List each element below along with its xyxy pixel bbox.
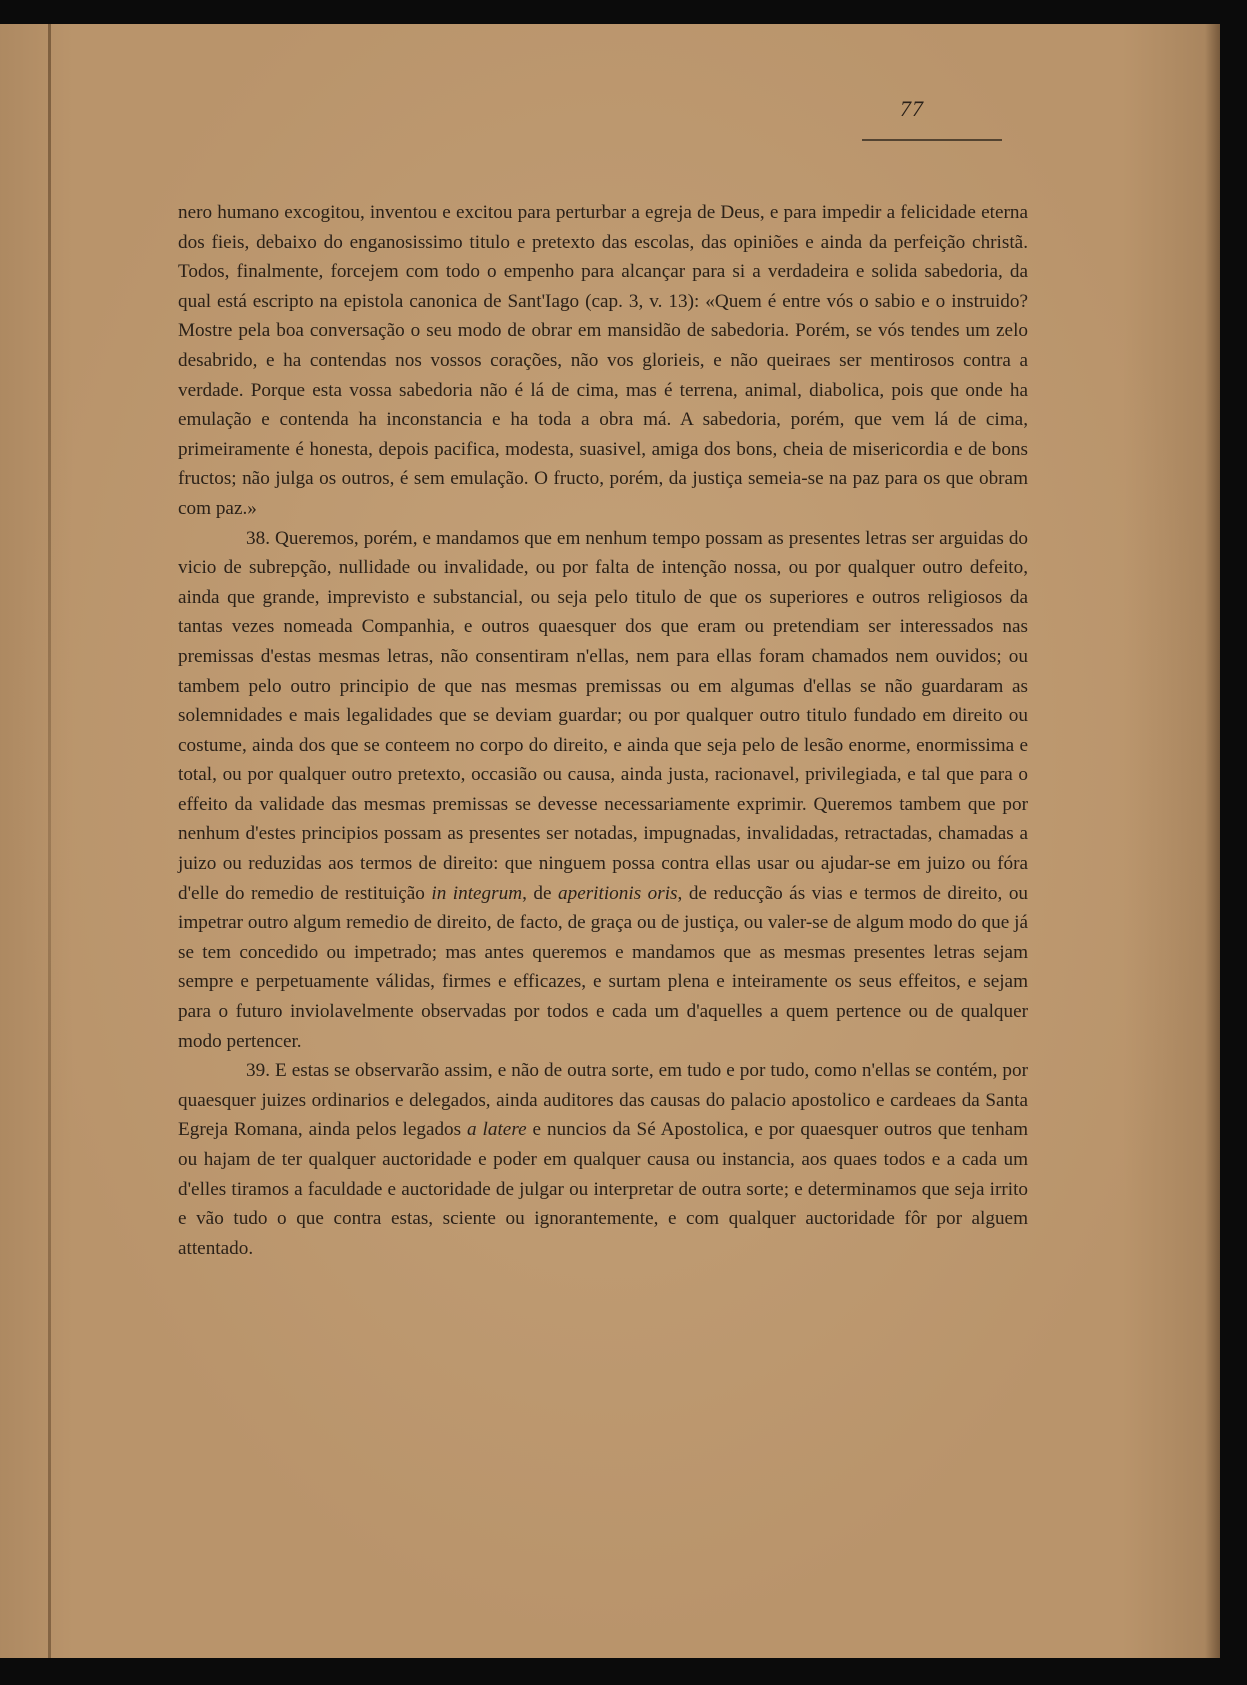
paragraph-text: e nuncios da Sé Apostolica, e por quaesquer outros que tenham ou hajam de ter qualquer auctoridade e poder em qualquer causa ou instancia, aos quaes todos e a cada um d'elles tiramos a faculdade e auctoridade de julgar ou interpretar de outra sorte; e determinamos que seja irrito e vão tudo o que contra estas, sciente ou ignorantemente, e com qualquer auctoridade fôr por alguem attentado.	[178, 1119, 1029, 1259]
paragraph-text: E estas se observarão assim, e não de outra sorte, em tudo e por tudo, como n'ellas se contém, por quaesquer juizes ordinarios e delegados, ainda auditores das causas do palacio apostolico e cardeaes da Santa Egreja Romana, ainda pelos legados	[178, 1060, 1028, 1141]
page-edge-shadow	[1205, 24, 1220, 1658]
paragraph-number: 39.	[246, 1060, 270, 1082]
latin-phrase: aperitionis oris	[558, 882, 678, 904]
page-number: 77	[900, 96, 924, 121]
latin-phrase: a latere	[467, 1119, 527, 1141]
paragraph-39	[178, 1056, 1028, 1263]
paragraph-text: , de	[522, 882, 552, 904]
page-gutter	[48, 24, 51, 1658]
paragraph-number: 38.	[246, 527, 270, 549]
body-text	[178, 198, 1028, 1263]
paragraph-continuation: nero humano excogitou, inventou e excitou para perturbar a egreja de Deus, e para impedir a felicidade eterna dos fieis, debaixo do enganosissimo titulo e pretexto das escolas, das opiniões e ainda da perfeição christã. Todos, finalmente, forcejem com todo o empenho para alcançar para si a verdadeira e solida sabedoria, da qual está escripto na epistola canonica de Sant'Iago (cap. 3, v. 13): «Quem é entre vós o sabio e o instruido? Mostre pela boa conversação o seu modo de obrar em mansidão de sabedoria. Porém, se vós tendes um zelo desabrido, e ha contendas nos vossos corações, não vos glorieis, e não queiraes ser mentirosos contra a verdade. Porque esta vossa sabedoria não é lá de cima, mas é terrena, animal, diabolica, pois que onde ha emulação e contenda ha inconstancia e ha toda a obra má. A sabedoria, porém, que vem lá de cima, primeiramente é honesta, depois pacifica, modesta, suasivel, amiga dos bons, cheia de misericordia e de bons fructos; não julga os outros, é sem emulação. O fructo, porém, da justiça semeia-se na paz para os que obram com paz.»	[178, 202, 1028, 519]
latin-phrase: in integrum	[431, 882, 523, 904]
header-rule	[862, 139, 1002, 141]
paragraph-text: Queremos, porém, e mandamos que em nenhum tempo possam as presentes letras ser arguidas do vicio de subrepção, nullidade ou invalidade, ou por falta de intenção nossa, ou por qualquer outro defeito, ainda que grande, imprevisto e substancial, ou seja pelo titulo de que os superiores e outros religiosos da tantas vezes nomeada Companhia, e outros quaesquer dos que eram ou pretendiam ser interessados nas premissas d'estas mesmas letras, não consentiram n'ellas, nem para ellas foram chamados nem ouvidos; ou tambem pelo outro principio de que nas mesmas premissas ou em algumas d'ellas se não guardaram as solemnidades e mais legalidades que se deviam guardar; ou por qualquer outro titulo fundado em direito ou costume, ainda dos que se conteem no corpo do direito, e ainda que seja pelo de lesão enorme, enormissima e total, ou por qualquer outro pretexto, occasião ou causa, ainda justa, racionavel, privilegiada, e tal que para o effeito da validade das mesmas premissas se devesse necessariamente exprimir. Queremos tambem que por nenhum d'estes principios possam as presentes ser notadas, impugnadas, invalidadas, retractadas, chamadas a juizo ou reduzidas aos termos de direito: que ninguem possa contra ellas usar ou ajudar-se em juizo ou fóra d'elle do remedio de restituição	[178, 527, 1029, 904]
paragraph-38	[178, 524, 1028, 1057]
paragraph-text: , de reducção ás vias e termos de direito, ou impetrar outro algum remedio de direito, de facto, de graça ou de justiça, ou valer-se de algum modo do que já se tem concedido ou impetrado; mas antes queremos e mandamos que as mesmas presentes letras sejam sempre e perpetuamente válidas, firmes e efficazes, e surtam plena e inteiramente os seus effeitos, e sejam para o futuro inviolavelmente observadas por todos e cada um d'aquelles a quem pertence ou de qualquer modo pertencer.	[178, 882, 1029, 1052]
